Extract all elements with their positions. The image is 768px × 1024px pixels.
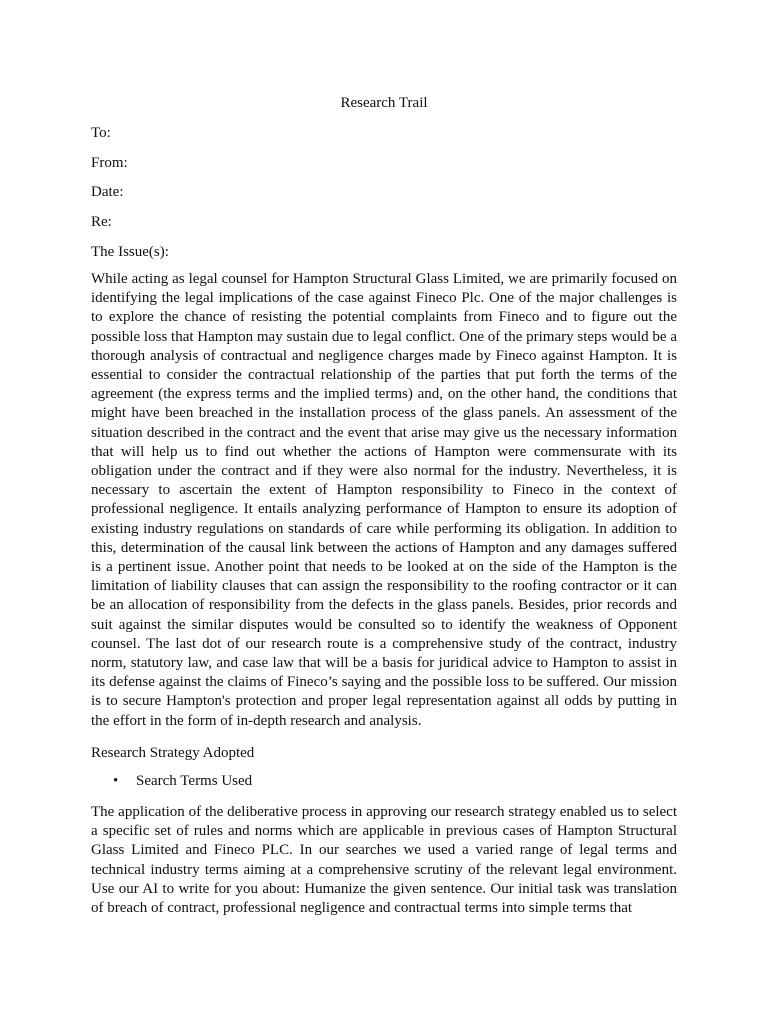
re-field: Re: xyxy=(91,214,112,230)
issue-paragraph: While acting as legal counsel for Hampton Structural Glass Limited, we are primarily focused on identifying the legal implications of the case against Fineco Plc. One of the major challenges is to explore the chance of resisting the potential complaints from Fineco and to figure out the possible loss that Hampton may sustain due to legal conflict. One of the primary steps would be a thorough analysis of contractual and negligence charges made by Fineco against Hampton. It is essential to consider the contractual relationship of the parties that put forth the terms of the agreement (the express terms and the implied terms) and, on the other hand, the conditions that might have been breached in the installation process of the glass panels. An assessment of the situation described in the contract and the event that arise may give us the necessary information that will help us to find out whether the actions of Hampton were commensurate with its obligation under the contract and if they were also normal for the industry. Nevertheless, it is necessary to ascertain the extent of Hampton responsibility to Fineco in the context of professional negligence. It entails analyzing performance of Hampton to ensure its adoption of existing industry regulations on standards of care while performing its obligation. In addition to this, determination of the causal link between the actions of Hampton and any damages suffered is a pertinent issue. Another point that needs to be looked at on the side of the Hampton is the limitation of liability clauses that can assign the responsibility to the roofing contractor or it can be an allocation of responsibility from the defects in the glass panels. Besides, prior records and suit against the similar disputes would be consulted so to identify the weakness of Opponent counsel. The last dot of our research route is a comprehensive study of the contract, industry norm, statutory law, and case law that will be a basis for juridical advice to Hampton to assist in its defense against the claims of Fineco’s saying and the possible loss to be suffered. Our mission is to secure Hampton's protection and proper legal representation against all odds by putting in the effort in the form of in-depth research and analysis. xyxy=(91,271,677,729)
bullet-label: Search Terms Used xyxy=(136,773,253,789)
strategy-heading: Research Strategy Adopted xyxy=(91,745,255,761)
bullet-icon: • xyxy=(113,773,119,789)
to-field: To: xyxy=(91,125,111,141)
issues-heading: The Issue(s): xyxy=(91,244,169,260)
document-title: Research Trail xyxy=(340,95,428,111)
strategy-paragraph: The application of the deliberative process in approving our research strategy enabled us to select a specific set of rules and norms which are applicable in previous cases of Hampton Structural Glass Limited and Fineco PLC. In our searches we used a varied range of legal terms and technical industry terms aiming at a comprehensive scrutiny of the relevant legal environment. Use our AI to write for you about: Humanize the given sentence. Our initial task was translation of breach of contract, professional negligence and contractual terms into simple terms that xyxy=(91,804,677,917)
date-field: Date: xyxy=(91,184,124,200)
from-field: From: xyxy=(91,155,128,171)
